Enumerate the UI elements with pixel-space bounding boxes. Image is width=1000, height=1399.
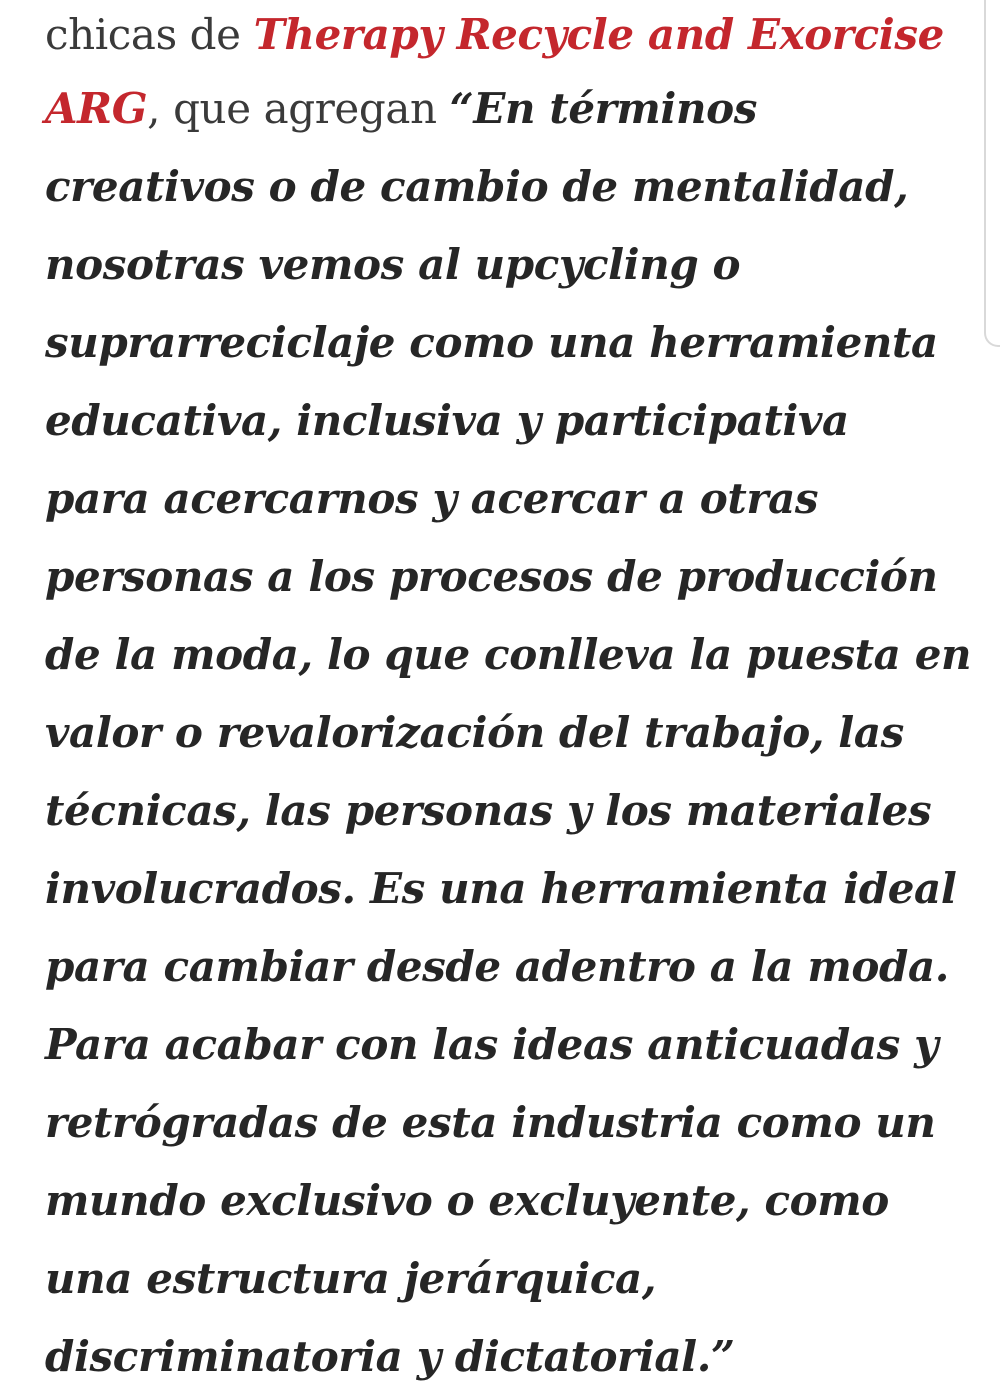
- quote-line: creativos o de cambio de mentalidad,: [45, 162, 909, 211]
- article-paragraph: [45, 0, 975, 1396]
- paragraph-line-2: [45, 70, 975, 148]
- therapy-recycle-link-continued[interactable]: ARG: [45, 84, 148, 133]
- quote-line: personas a los procesos de producción: [45, 552, 938, 601]
- quote-line: involucrados. Es una herramienta ideal: [45, 864, 957, 913]
- quote-line: una estructura jerárquica,: [45, 1254, 657, 1303]
- quote-line: para cambiar desde adentro a la moda.: [45, 942, 949, 991]
- quote-line: técnicas, las personas y los materiales: [45, 786, 932, 835]
- quote-line: “En términos: [449, 84, 757, 133]
- quote-line: nosotras vemos al upcycling o: [45, 240, 741, 289]
- scrollbar-thumb[interactable]: [984, 0, 1000, 347]
- quote-line: mundo exclusivo o excluyente, como: [45, 1176, 889, 1225]
- quote-line: de la moda, lo que conlleva la puesta en: [45, 630, 972, 679]
- quote-line: discriminatoria y dictatorial.”: [45, 1332, 735, 1381]
- quote-line: valor o revalorización del trabajo, las: [45, 708, 904, 757]
- connector-text: , que agregan: [147, 84, 450, 133]
- quote-line: para acercarnos y acercar a otras: [45, 474, 819, 523]
- therapy-recycle-link[interactable]: Therapy Recycle and Exorcise: [253, 10, 944, 59]
- quote-line: retrógradas de esta industria como un: [45, 1098, 936, 1147]
- quote-line: suprarreciclaje como una herramienta: [45, 318, 938, 367]
- intro-text: chicas de: [45, 10, 254, 59]
- quote-line: Para acabar con las ideas anticuadas y: [45, 1020, 939, 1069]
- quote-line: educativa, inclusiva y participativa: [45, 396, 849, 445]
- paragraph-line-1: [45, 0, 975, 70]
